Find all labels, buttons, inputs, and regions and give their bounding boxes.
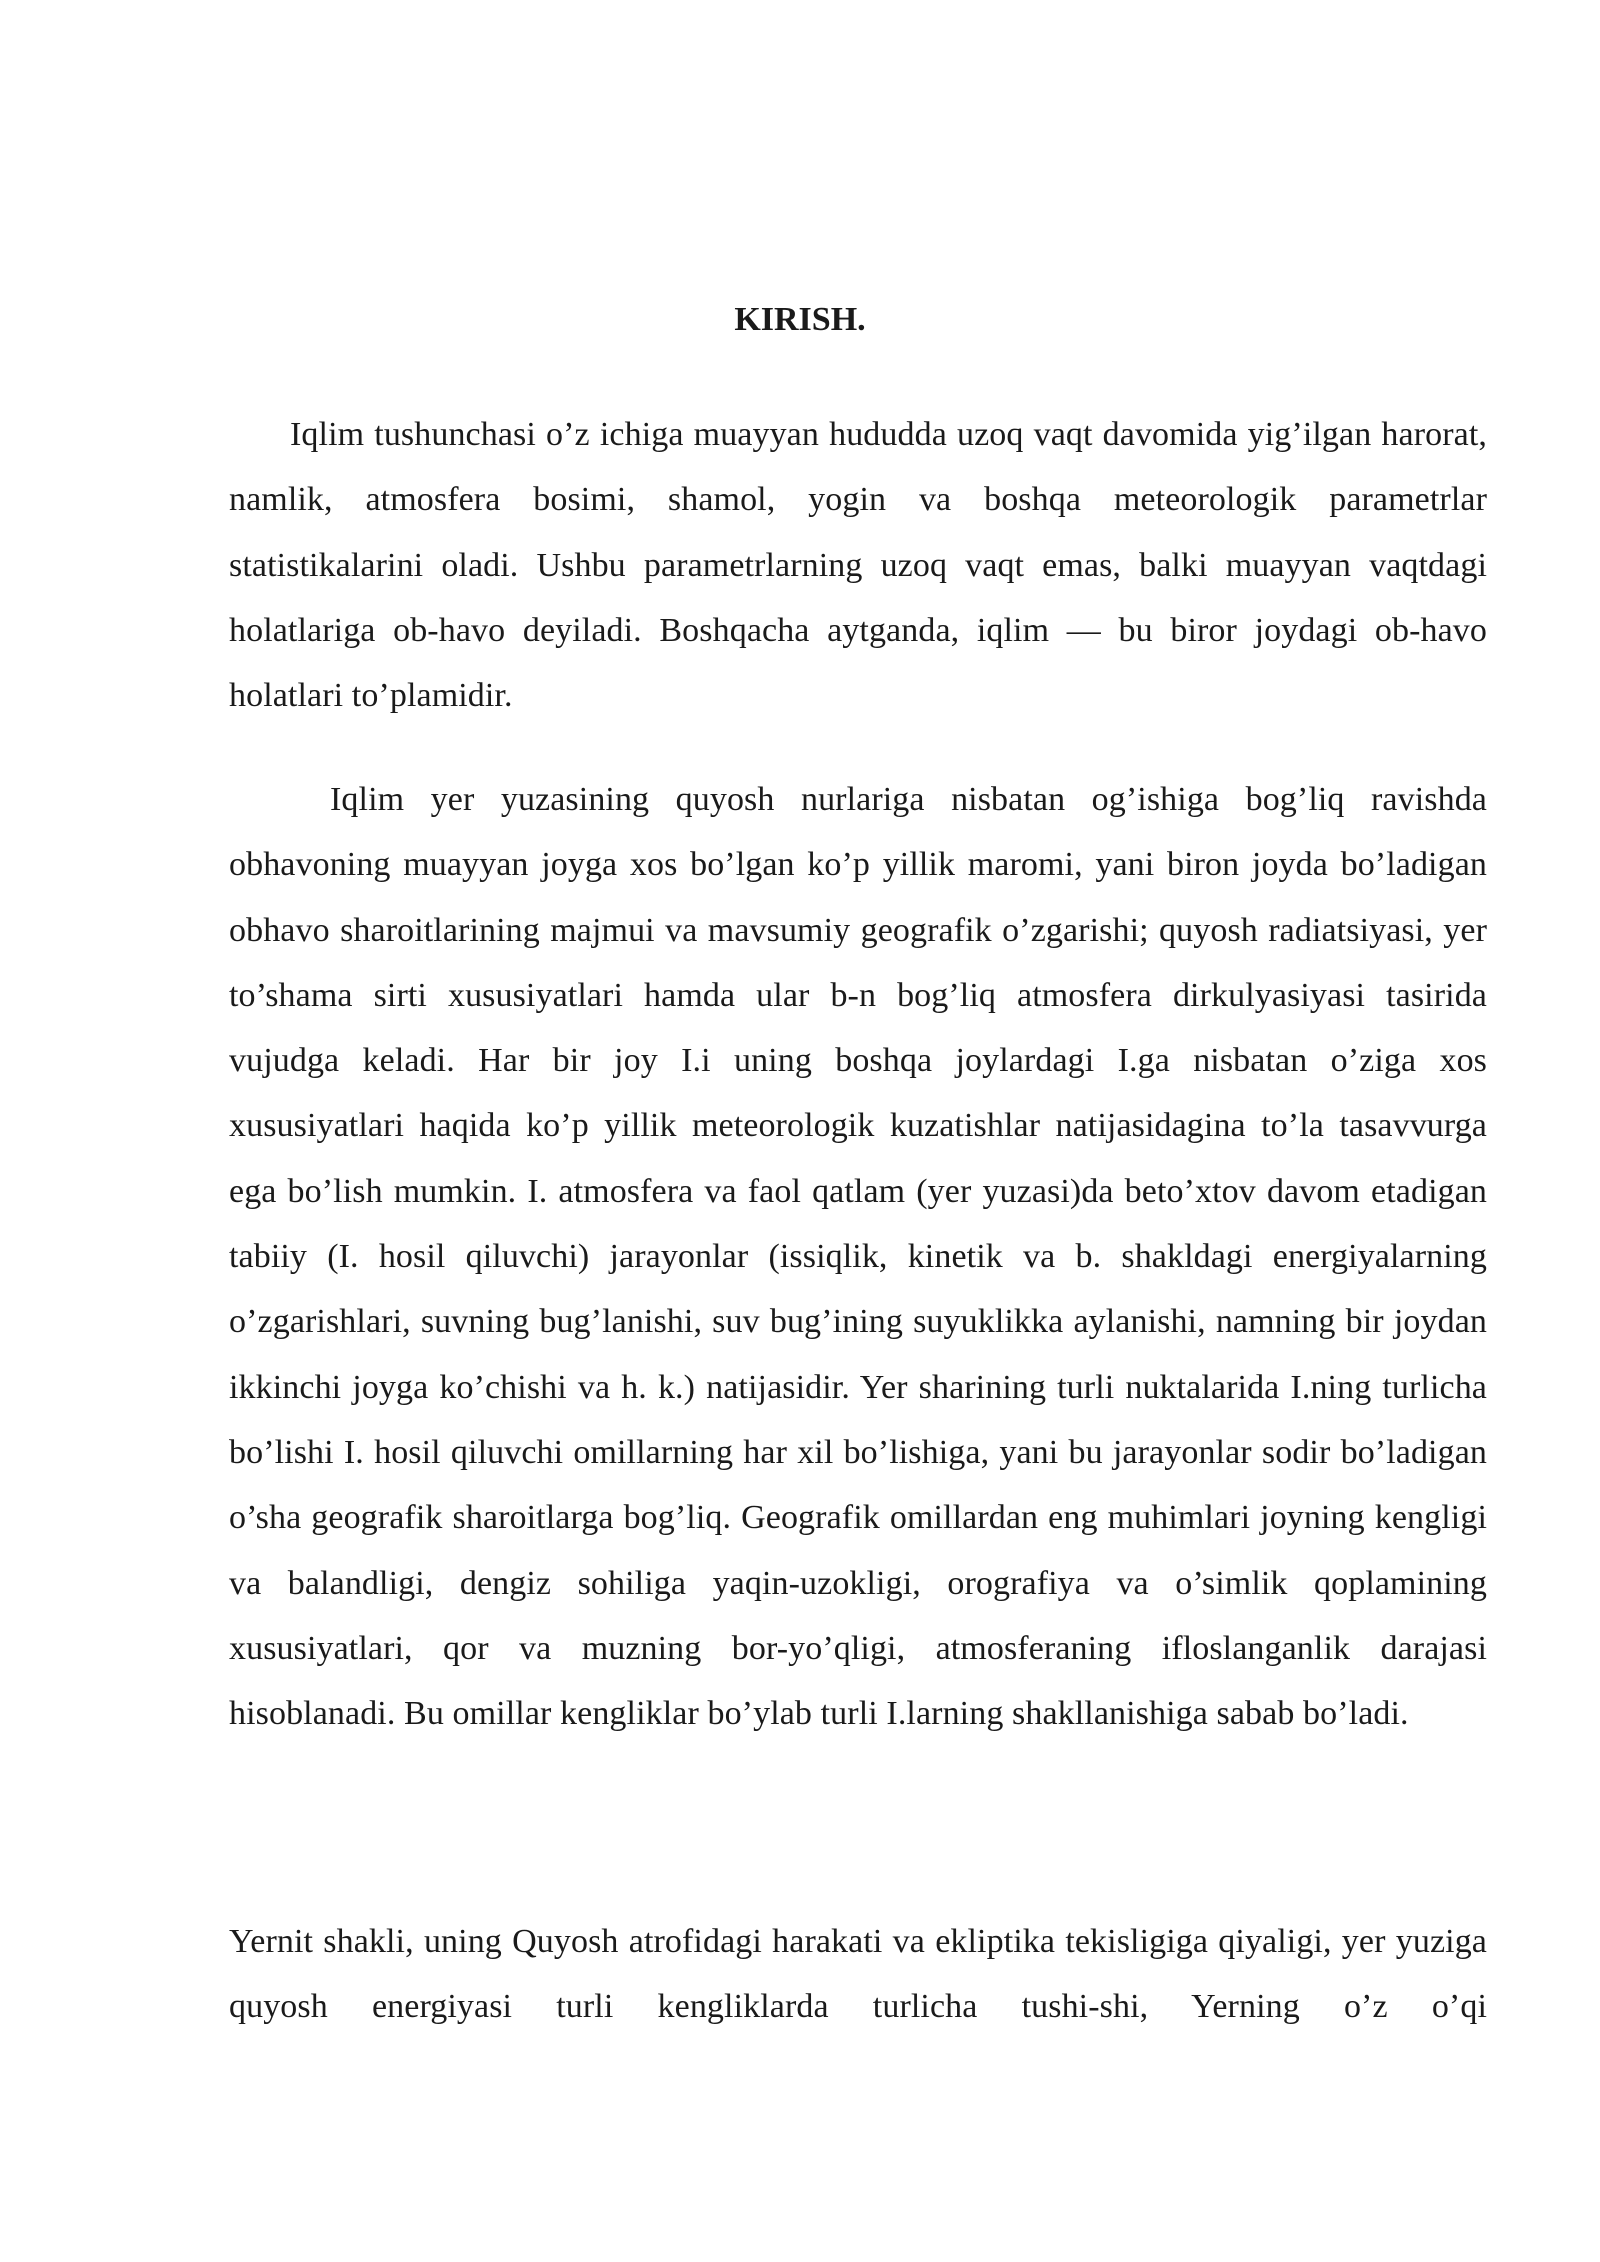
paragraph-3 xyxy=(229,1909,1487,2040)
document-title: KIRISH. xyxy=(734,301,866,338)
paragraph-1: Iqlim tushunchasi o’z ichiga muayyan hududda uzoq vaqt davomida yig’ilgan harorat, namlik, atmosfera bosimi, shamol, yogin va boshqa meteorologik parametrlar statistikalarini oladi. Ushbu parametrlarning uzoq vaqt emas, balki muayyan vaqtdagi holatlariga ob-havo deyiladi. Boshqacha aytganda, iqlim — bu biror joydagi ob-havo holatlari to’plamidir. xyxy=(229,416,1487,715)
paragraph-2: Iqlim yer yuzasining quyosh nurlariga nisbatan og’ishiga bog’liq ravishda obhavoning muayyan joyga xos bo’lgan ko’p yillik maromi, yani biron joyda bo’ladigan obhavo sharoitlarining majmui va mavsumiy geografik o’zgarishi; quyosh radiatsiyasi, yer to’shama sirti xususiyatlari hamda ular b-n bog’liq atmosfera dirkulyasiyasi tasirida vujudga keladi. Har bir joy I.i uning boshqa joylardagi I.ga nisbatan o’ziga xos xususiyatlari haqida ko’p yillik meteorologik kuzatishlar natijasidagina to’la tasavvurga ega bo’lish mumkin. I. atmosfera va faol qatlam (yer yuzasi)da beto’xtov davom etadigan tabiiy (I. hosil qiluvchi) jarayonlar (issiqlik, kinetik va b. shakldagi energiyalarning o’zgarishlari, suvning bug’lanishi, suv bug’ining suyuklikka aylanishi, namning bir joydan ikkinchi joyga ko’chishi va h. k.) natijasidir. Yer sharining turli nuktalarida I.ning turlicha bo’lishi I. hosil qiluvchi omillarning har xil bo’lishiga, yani bu jarayonlar sodir bo’ladigan o’sha geografik sharoitlarga bog’liq. Geografik omillardan eng muhimlari joyning kengligi va balandligi, dengiz sohiliga yaqin-uzokligi, orografiya va o’simlik qoplamining xususiyatlari, qor va muzning bor-yo’qligi, atmosferaning ifloslanganlik darajasi hisoblanadi. Bu omillar kengliklar bo’ylab turli I.larning shakllanishiga sabab bo’ladi. xyxy=(229,781,1487,1733)
paragraph-3-text: Yernit shakli, uning Quyosh atrofidagi harakati va ekliptika tekisligiga qiyaligi, yer yuziga quyosh energiyasi turli kengliklarda turlicha tushi-shi, Yerning o’z o’qi xyxy=(229,1923,1487,2026)
